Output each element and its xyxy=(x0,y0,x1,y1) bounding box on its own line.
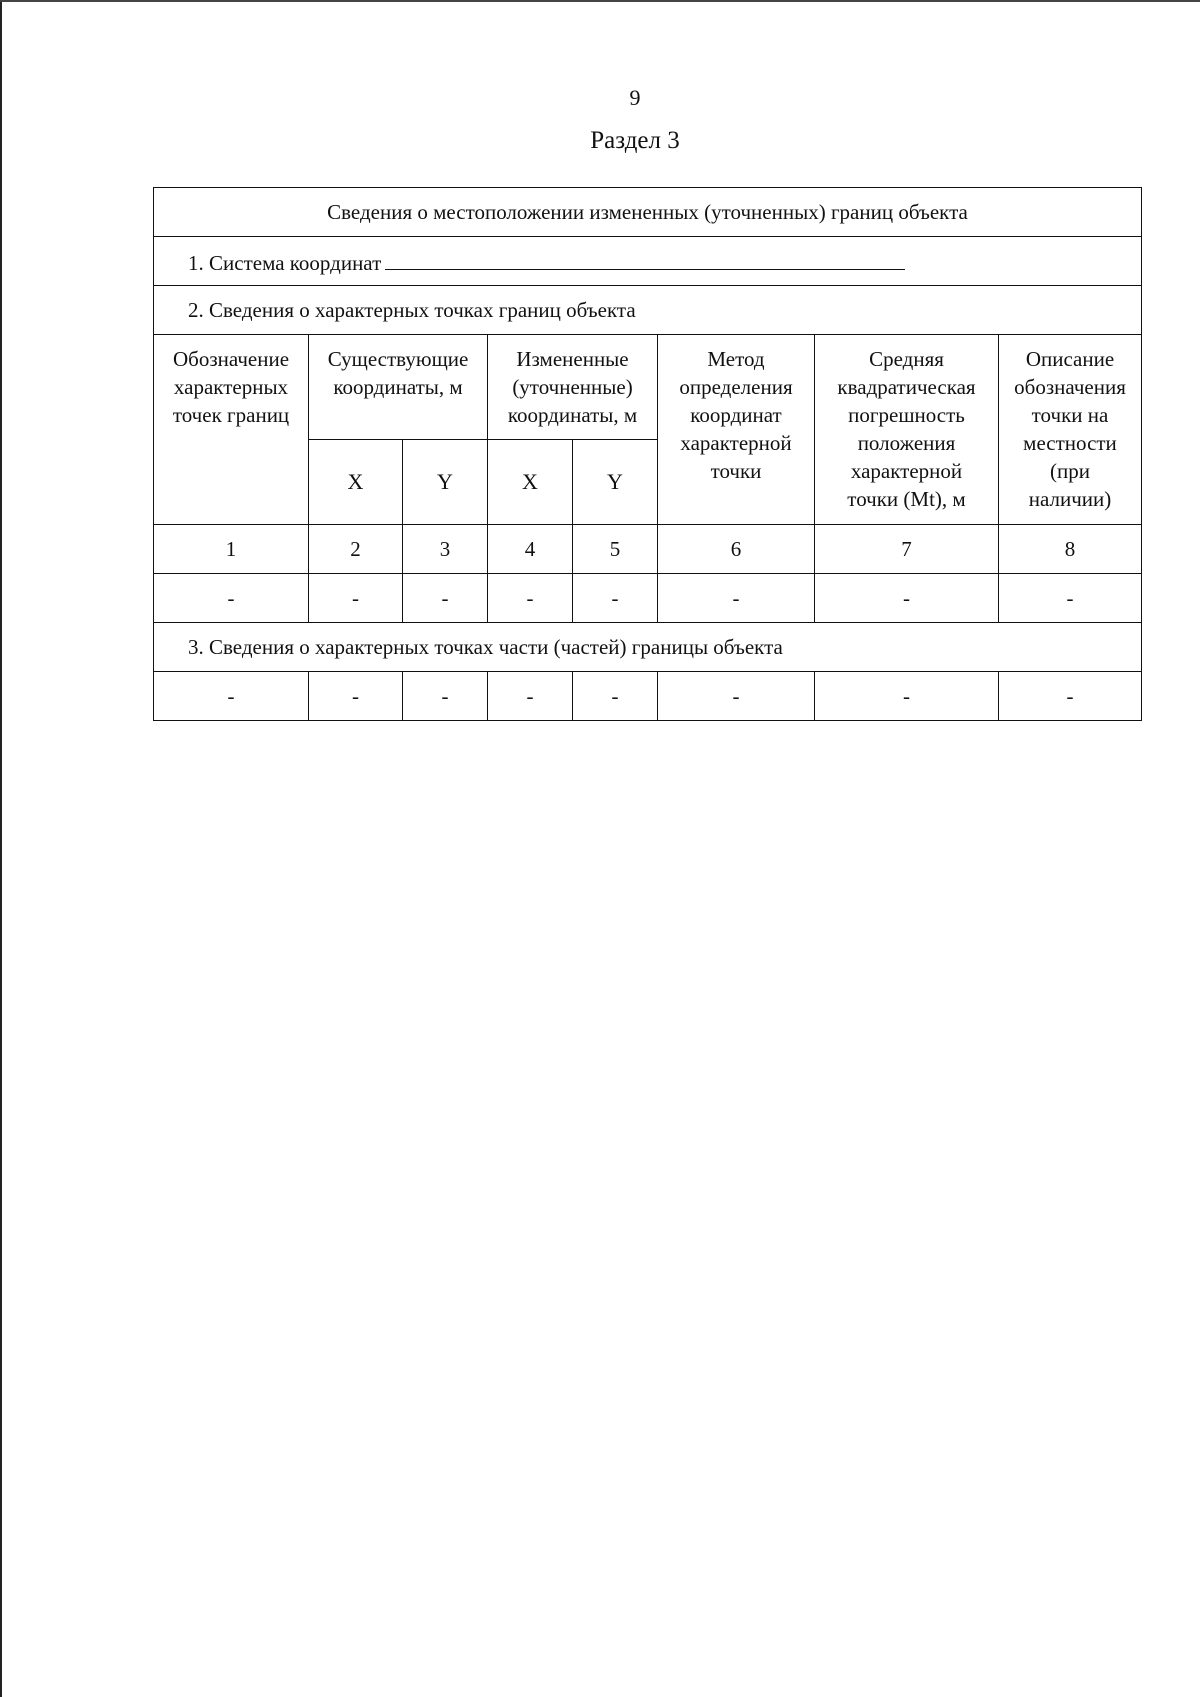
column-number: 3 xyxy=(403,525,488,574)
coord-system-cell xyxy=(154,237,1142,286)
header-line: (уточненные) xyxy=(512,375,633,399)
header-line: квадратическая xyxy=(837,375,976,399)
table-row xyxy=(154,574,1142,623)
header-line: (при xyxy=(1050,459,1090,483)
header-line: точки на xyxy=(1031,403,1109,427)
section-title: Раздел 3 xyxy=(590,127,680,154)
coord-system-row xyxy=(154,237,1142,286)
table-cell: - xyxy=(815,672,999,721)
header-method xyxy=(658,335,815,525)
column-number: 2 xyxy=(309,525,403,574)
header-point-designation xyxy=(154,335,309,525)
table-cell: - xyxy=(658,672,815,721)
table-cell: - xyxy=(573,574,658,623)
table-cell: - xyxy=(573,672,658,721)
header-line: координат xyxy=(690,403,782,427)
table-title-row xyxy=(154,188,1142,237)
header-existing-coords xyxy=(309,335,488,440)
table-cell: - xyxy=(309,574,403,623)
table-cell: - xyxy=(488,574,573,623)
header-line: погрешность xyxy=(848,403,965,427)
header-line: характерных xyxy=(173,375,289,399)
table-cell: - xyxy=(999,672,1142,721)
header-line: точки xyxy=(710,459,762,483)
table-cell: - xyxy=(815,574,999,623)
header-line: местности xyxy=(1023,431,1117,455)
header-line: определения xyxy=(679,375,793,399)
column-number: 1 xyxy=(154,525,309,574)
page-border-top xyxy=(0,0,1200,2)
points-heading: 2. Сведения о характерных точках границ объекта xyxy=(154,286,1142,335)
table-cell: - xyxy=(658,574,815,623)
header-existing-y: Y xyxy=(403,440,488,525)
parts-heading-row xyxy=(154,623,1142,672)
header-line: Описание xyxy=(1025,347,1115,371)
header-line: координаты, м xyxy=(333,375,463,399)
header-line: Существующие xyxy=(327,347,469,371)
column-number: 6 xyxy=(658,525,815,574)
points-heading-row xyxy=(154,286,1142,335)
table-title: Сведения о местоположении измененных (уточненных) границ объекта xyxy=(154,188,1142,237)
boundary-points-table xyxy=(153,187,1142,721)
header-line: Средняя xyxy=(869,347,944,371)
header-line: Обозначение xyxy=(172,347,290,371)
header-changed-x: X xyxy=(488,440,573,525)
table-cell: - xyxy=(154,574,309,623)
table-cell: - xyxy=(488,672,573,721)
header-line: точки (Mt), м xyxy=(847,487,966,511)
header-line: обозначения xyxy=(1014,375,1126,399)
header-changed-coords xyxy=(488,335,658,440)
table-row xyxy=(154,672,1142,721)
column-number: 5 xyxy=(573,525,658,574)
table-cell: - xyxy=(403,672,488,721)
header-existing-x: X xyxy=(309,440,403,525)
header-line: Метод xyxy=(707,347,765,371)
header-line: точек границ xyxy=(172,403,290,427)
table-cell: - xyxy=(309,672,403,721)
header-description xyxy=(999,335,1142,525)
page-number: 9 xyxy=(629,85,641,110)
header-line: Измененные xyxy=(516,347,629,371)
page-border-left xyxy=(0,0,2,1697)
header-line: наличии) xyxy=(1028,487,1112,511)
header-line: координаты, м xyxy=(507,403,638,427)
table-cell: - xyxy=(154,672,309,721)
header-line: характерной xyxy=(680,431,792,455)
coord-system-label: 1. Система координат xyxy=(188,250,382,275)
header-line: характерной xyxy=(850,459,963,483)
header-line: положения xyxy=(857,431,956,455)
coord-system-blank xyxy=(385,247,905,270)
header-row xyxy=(154,335,1142,440)
column-numbers-row xyxy=(154,525,1142,574)
table-cell: - xyxy=(999,574,1142,623)
column-number: 4 xyxy=(488,525,573,574)
header-mean-error xyxy=(815,335,999,525)
column-number: 7 xyxy=(815,525,999,574)
table-cell: - xyxy=(403,574,488,623)
header-changed-y: Y xyxy=(573,440,658,525)
parts-heading: 3. Сведения о характерных точках части (частей) границы объекта xyxy=(154,623,1142,672)
column-number: 8 xyxy=(999,525,1142,574)
